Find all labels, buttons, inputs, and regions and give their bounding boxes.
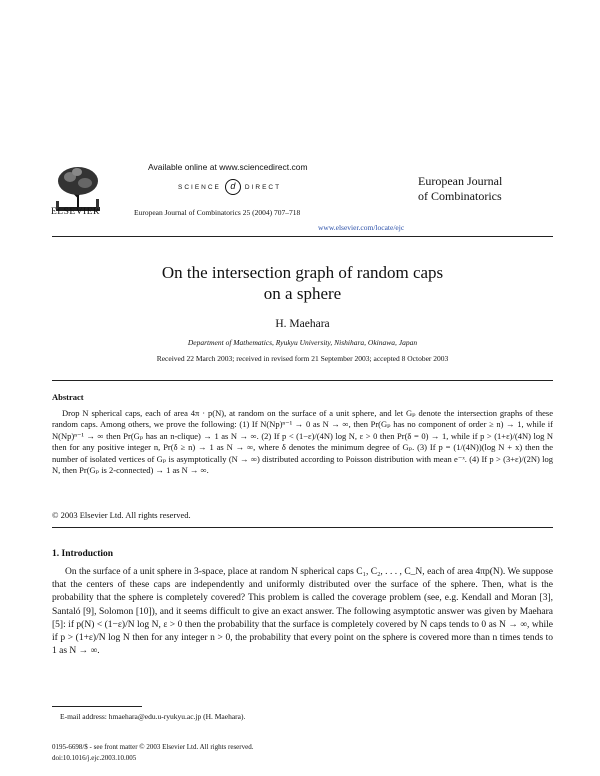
doi-line: doi:10.1016/j.ejc.2003.10.005 <box>52 754 137 762</box>
article-title-line1: On the intersection graph of random caps <box>161 263 444 282</box>
footnote-divider <box>52 706 142 707</box>
article-title-line2: on a sphere <box>263 284 342 303</box>
abstract-text: Drop N spherical caps, each of area 4π · p(N), at random on the surface of a unit sphere, and let Gₚ denote the intersection graphs of these random caps. Among others, we prove the following: (1) If N(Np)ⁿ⁻¹ → 0 as N → ∞, then Pr(Gₚ has no component of order ≥ n) → 1, while if N(Np)ⁿ⁻¹ → ∞ then Pr(Gₚ has an n-clique) → 1 as N → ∞. (2) If p < (1−ε)/(4N) log N, ε > 0 then Pr(δ = 0) → 1, while if p > (1+ε)/(4N) log N then for any positive integer n, Pr(δ ≥ n) → 1 as N → ∞, where δ denotes the minimum degree of Gₚ. (3) If p = (1/(4N))(log N + x) then the number of isolated vertices of Gₚ is asymptotically (N → ∞) distributed according to Poisson distribution with mean e⁻ˣ. (4) If p > (3+ε)/(2N) log N, then Pr(Gₚ is 2-connected) → 1 as N → ∞. <box>52 408 554 476</box>
sciencedirect-direct-text: DIRECT <box>244 183 282 191</box>
abstract-heading: Abstract <box>52 392 84 402</box>
journal-title-line2: of Combinatorics <box>418 189 502 203</box>
footnote-email: E-mail address: hmaehara@edu.u-ryukyu.ac.jp (H. Maehara). <box>60 712 246 721</box>
received-dates: Received 22 March 2003; received in revised form 21 September 2003; accepted 8 October 2003 <box>156 354 449 363</box>
header-divider <box>52 236 553 237</box>
copyright-notice: © 2003 Elsevier Ltd. All rights reserved. <box>52 510 191 520</box>
introduction-text: On the surface of a unit sphere in 3-space, place at random N spherical caps C₁, C₂, . . . , C_N, each of area 4πp(N). We suppose that the centers of these caps are independently and uniformly distributed over the surface of the sphere. Then, what is the probability that the sphere is completely covered? This problem is called the coverage problem (see, e.g. Kendall and Moran [3], Santaló [9], Solomon [10]), and it seems difficult to give an exact answer. The following asymptotic answer was given by Maehara [5]: if p(N) < (1−ε)/N log N, ε > 0 then the probability that the surface is completely covered by N caps tends to 0 as N → ∞, while if p > (1+ε)/N log N then for any integer n > 0, the probability that every point on the sphere is covered more than n times tends to 1 as N → ∞. <box>52 567 553 657</box>
section-heading-introduction: 1. Introduction <box>52 549 114 559</box>
publisher-name: ELSEVIER <box>51 207 100 217</box>
abstract-top-divider <box>52 380 553 381</box>
author-affiliation: Department of Mathematics, Ryukyu University, Nishihara, Okinawa, Japan <box>187 338 418 347</box>
abstract-bottom-divider <box>52 527 553 528</box>
sciencedirect-logo <box>178 179 281 195</box>
journal-url-link[interactable]: www.elsevier.com/locate/ejc <box>318 223 405 232</box>
journal-title-line1: European Journal <box>418 174 503 188</box>
author-name: H. Maehara <box>275 318 330 330</box>
journal-reference: European Journal of Combinatorics 25 (2004) 707–718 <box>134 208 301 217</box>
article-title <box>52 262 553 304</box>
sciencedirect-icon: d <box>225 179 241 195</box>
issn-line: 0195-6698/$ - see front matter © 2003 Elsevier Ltd. All rights reserved. <box>52 743 254 751</box>
journal-title <box>418 174 502 204</box>
available-online-line: Available online at www.sciencedirect.com <box>148 162 308 172</box>
sciencedirect-science-text: SCIENCE <box>178 183 221 191</box>
